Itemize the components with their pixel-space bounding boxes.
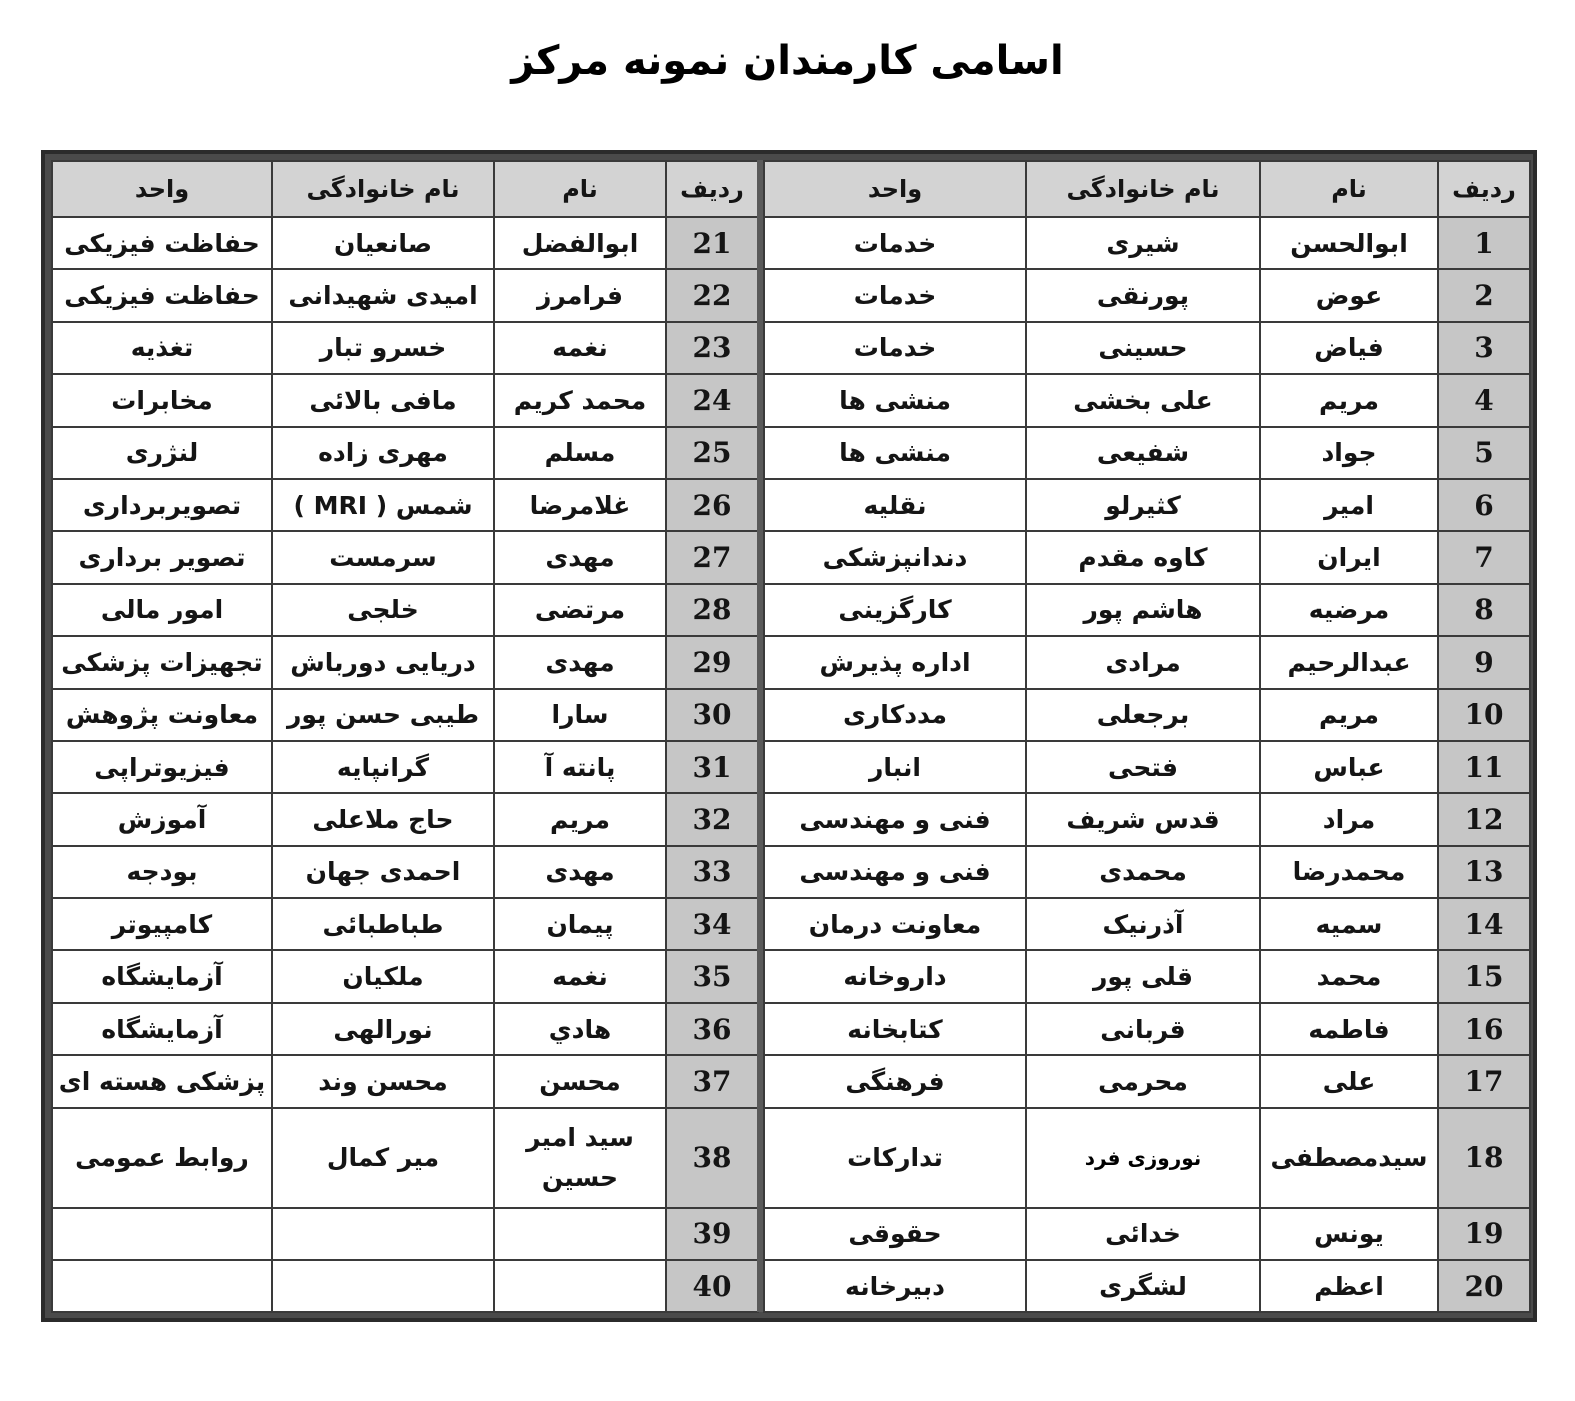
name-cell	[494, 1260, 666, 1312]
table-row	[764, 322, 1530, 374]
unit-cell: مخابرات	[52, 374, 272, 426]
header-family: نام خانوادگی	[272, 161, 494, 217]
family-cell: محمدی	[1026, 846, 1260, 898]
unit-cell: فنی و مهندسی	[764, 846, 1026, 898]
row-number-cell: 12	[1438, 793, 1530, 845]
row-number-cell: 2	[1438, 269, 1530, 321]
family-cell: کاوه مقدم	[1026, 531, 1260, 583]
row-number-cell: 5	[1438, 427, 1530, 479]
header-row-number: ردیف	[1438, 161, 1530, 217]
table-row	[764, 584, 1530, 636]
family-cell: خلجی	[272, 584, 494, 636]
name-cell: علی	[1260, 1055, 1438, 1107]
table-row	[764, 427, 1530, 479]
row-number-cell: 8	[1438, 584, 1530, 636]
family-cell: مهری زاده	[272, 427, 494, 479]
row-number-cell: 7	[1438, 531, 1530, 583]
name-cell: ایران	[1260, 531, 1438, 583]
unit-cell	[52, 1260, 272, 1312]
unit-cell: روابط عمومی	[52, 1108, 272, 1208]
header-unit: واحد	[52, 161, 272, 217]
unit-cell: تصویربرداری	[52, 479, 272, 531]
row-number-cell: 20	[1438, 1260, 1530, 1312]
table-row	[52, 1055, 758, 1107]
name-cell: سید امیر حسین	[494, 1108, 666, 1208]
row-number-cell: 10	[1438, 689, 1530, 741]
table-row	[764, 269, 1530, 321]
name-cell: مرتضی	[494, 584, 666, 636]
family-cell: طیبی حسن پور	[272, 689, 494, 741]
unit-cell: مددکاری	[764, 689, 1026, 741]
row-number-cell: 33	[666, 846, 758, 898]
name-cell: مهدی	[494, 531, 666, 583]
table-row	[764, 741, 1530, 793]
unit-cell: فنی و مهندسی	[764, 793, 1026, 845]
table-row	[764, 793, 1530, 845]
table-row	[52, 1260, 758, 1312]
row-number-cell: 19	[1438, 1208, 1530, 1260]
family-cell: امیدی شهیدانی	[272, 269, 494, 321]
table-row	[764, 1055, 1530, 1107]
name-cell: ابوالحسن	[1260, 217, 1438, 269]
table-row	[52, 793, 758, 845]
table-row	[52, 322, 758, 374]
name-cell: محسن	[494, 1055, 666, 1107]
row-number-cell: 13	[1438, 846, 1530, 898]
name-cell: پانته آ	[494, 741, 666, 793]
row-number-cell: 35	[666, 950, 758, 1002]
table-row	[764, 217, 1530, 269]
unit-cell: داروخانه	[764, 950, 1026, 1002]
header-name: نام	[1260, 161, 1438, 217]
row-number-cell: 6	[1438, 479, 1530, 531]
family-cell: علی بخشی	[1026, 374, 1260, 426]
table-row	[52, 1003, 758, 1055]
table-row	[52, 636, 758, 688]
unit-cell: منشی ها	[764, 427, 1026, 479]
row-number-cell: 26	[666, 479, 758, 531]
row-number-cell: 4	[1438, 374, 1530, 426]
name-cell: هادي	[494, 1003, 666, 1055]
name-cell: غلامرضا	[494, 479, 666, 531]
name-cell: سارا	[494, 689, 666, 741]
row-number-cell: 21	[666, 217, 758, 269]
unit-cell: تجهیزات پزشکی	[52, 636, 272, 688]
unit-cell: حقوقی	[764, 1208, 1026, 1260]
name-cell: نغمه	[494, 322, 666, 374]
family-cell: آذرنیک	[1026, 898, 1260, 950]
row-number-cell: 11	[1438, 741, 1530, 793]
family-cell: برجعلی	[1026, 689, 1260, 741]
row-number-cell: 9	[1438, 636, 1530, 688]
table-row	[764, 898, 1530, 950]
table-row	[764, 1003, 1530, 1055]
row-number-cell: 25	[666, 427, 758, 479]
name-cell: نغمه	[494, 950, 666, 1002]
row-number-cell: 39	[666, 1208, 758, 1260]
name-cell: محمدرضا	[1260, 846, 1438, 898]
family-cell: مافی بالائی	[272, 374, 494, 426]
name-cell: سیدمصطفی	[1260, 1108, 1438, 1208]
unit-cell: کامپیوتر	[52, 898, 272, 950]
unit-cell: لنژری	[52, 427, 272, 479]
name-cell: امیر	[1260, 479, 1438, 531]
header-unit: واحد	[764, 161, 1026, 217]
family-cell: لشگری	[1026, 1260, 1260, 1312]
page-title: اسامی کارمندان نمونه مرکز	[511, 38, 1064, 84]
row-number-cell: 23	[666, 322, 758, 374]
row-number-cell: 29	[666, 636, 758, 688]
table-row	[52, 741, 758, 793]
family-cell: نورالهی	[272, 1003, 494, 1055]
name-cell: ابوالفضل	[494, 217, 666, 269]
unit-cell: خدمات	[764, 322, 1026, 374]
table-row	[764, 689, 1530, 741]
family-cell: محسن وند	[272, 1055, 494, 1107]
employee-table-left	[51, 160, 759, 1313]
unit-cell: تغذیه	[52, 322, 272, 374]
family-cell: هاشم پور	[1026, 584, 1260, 636]
header-row-number: ردیف	[666, 161, 758, 217]
row-number-cell: 34	[666, 898, 758, 950]
table-row	[52, 479, 758, 531]
family-cell: طباطبائی	[272, 898, 494, 950]
unit-cell	[52, 1208, 272, 1260]
family-cell: شفیعی	[1026, 427, 1260, 479]
family-cell	[272, 1260, 494, 1312]
name-cell: مریم	[494, 793, 666, 845]
employee-table-right	[763, 160, 1531, 1313]
row-number-cell: 14	[1438, 898, 1530, 950]
name-cell: مریم	[1260, 374, 1438, 426]
table-row	[764, 479, 1530, 531]
name-cell: مهدی	[494, 846, 666, 898]
table-row	[52, 1208, 758, 1260]
family-cell: دریایی دورباش	[272, 636, 494, 688]
family-cell: قدس شریف	[1026, 793, 1260, 845]
name-cell: محمد کریم	[494, 374, 666, 426]
row-number-cell: 32	[666, 793, 758, 845]
name-cell: مراد	[1260, 793, 1438, 845]
name-cell: محمد	[1260, 950, 1438, 1002]
name-cell: فرامرز	[494, 269, 666, 321]
family-cell: ملکیان	[272, 950, 494, 1002]
family-cell: کثیرلو	[1026, 479, 1260, 531]
table-row	[764, 374, 1530, 426]
row-number-cell: 31	[666, 741, 758, 793]
table-row	[764, 1208, 1530, 1260]
unit-cell: نقلیه	[764, 479, 1026, 531]
family-cell: خسرو تبار	[272, 322, 494, 374]
table-row	[52, 584, 758, 636]
row-number-cell: 37	[666, 1055, 758, 1107]
family-cell: گرانپایه	[272, 741, 494, 793]
table-row	[764, 1108, 1530, 1208]
table-row	[52, 531, 758, 583]
family-cell	[272, 1208, 494, 1260]
family-cell: سرمست	[272, 531, 494, 583]
table-row	[52, 846, 758, 898]
row-number-cell: 16	[1438, 1003, 1530, 1055]
unit-cell: آموزش	[52, 793, 272, 845]
table-row	[764, 636, 1530, 688]
row-number-cell: 1	[1438, 217, 1530, 269]
unit-cell: تصویر برداری	[52, 531, 272, 583]
table-row	[764, 950, 1530, 1002]
row-number-cell: 18	[1438, 1108, 1530, 1208]
name-cell: پیمان	[494, 898, 666, 950]
unit-cell: فرهنگی	[764, 1055, 1026, 1107]
name-cell: مهدی	[494, 636, 666, 688]
unit-cell: معاونت درمان	[764, 898, 1026, 950]
name-cell: سمیه	[1260, 898, 1438, 950]
employee-table-frame	[41, 150, 1537, 1322]
family-cell: حسینی	[1026, 322, 1260, 374]
family-cell: فتحی	[1026, 741, 1260, 793]
unit-cell: فیزیوتراپی	[52, 741, 272, 793]
table-row	[52, 1108, 758, 1208]
family-cell: مرادی	[1026, 636, 1260, 688]
unit-cell: امور مالی	[52, 584, 272, 636]
header-family: نام خانوادگی	[1026, 161, 1260, 217]
row-number-cell: 36	[666, 1003, 758, 1055]
row-number-cell: 28	[666, 584, 758, 636]
unit-cell: حفاظت فیزیکی	[52, 217, 272, 269]
table-row	[52, 898, 758, 950]
header-name: نام	[494, 161, 666, 217]
unit-cell: معاونت پژوهش	[52, 689, 272, 741]
name-cell: عوض	[1260, 269, 1438, 321]
name-cell: عباس	[1260, 741, 1438, 793]
table-row	[52, 689, 758, 741]
row-number-cell: 38	[666, 1108, 758, 1208]
family-cell: حاج ملاعلی	[272, 793, 494, 845]
family-cell: قلی پور	[1026, 950, 1260, 1002]
family-cell: محرمی	[1026, 1055, 1260, 1107]
family-cell: صانعیان	[272, 217, 494, 269]
unit-cell: تدارکات	[764, 1108, 1026, 1208]
table-row	[52, 217, 758, 269]
unit-cell: حفاظت فیزیکی	[52, 269, 272, 321]
row-number-cell: 27	[666, 531, 758, 583]
table-row	[764, 846, 1530, 898]
table-row	[52, 427, 758, 479]
row-number-cell: 15	[1438, 950, 1530, 1002]
family-cell: خدائی	[1026, 1208, 1260, 1260]
row-number-cell: 30	[666, 689, 758, 741]
table-row	[764, 531, 1530, 583]
family-cell: میر کمال	[272, 1108, 494, 1208]
unit-cell: انبار	[764, 741, 1026, 793]
unit-cell: منشی ها	[764, 374, 1026, 426]
unit-cell: آزمایشگاه	[52, 950, 272, 1002]
name-cell: اعظم	[1260, 1260, 1438, 1312]
name-cell: مریم	[1260, 689, 1438, 741]
unit-cell: پزشکی هسته ای	[52, 1055, 272, 1107]
unit-cell: آزمایشگاه	[52, 1003, 272, 1055]
row-number-cell: 40	[666, 1260, 758, 1312]
family-cell: احمدی جهان	[272, 846, 494, 898]
table-row	[52, 269, 758, 321]
name-cell: مسلم	[494, 427, 666, 479]
table-row	[764, 1260, 1530, 1312]
row-number-cell: 22	[666, 269, 758, 321]
family-cell: نوروزی فرد	[1026, 1108, 1260, 1208]
name-cell: جواد	[1260, 427, 1438, 479]
family-cell: شمس ( MRI )	[272, 479, 494, 531]
unit-cell: کارگزینی	[764, 584, 1026, 636]
family-cell: شیری	[1026, 217, 1260, 269]
unit-cell: دندانپزشکی	[764, 531, 1026, 583]
unit-cell: خدمات	[764, 217, 1026, 269]
row-number-cell: 17	[1438, 1055, 1530, 1107]
name-cell: یونس	[1260, 1208, 1438, 1260]
unit-cell: اداره پذیرش	[764, 636, 1026, 688]
name-cell	[494, 1208, 666, 1260]
unit-cell: دبیرخانه	[764, 1260, 1026, 1312]
unit-cell: کتابخانه	[764, 1003, 1026, 1055]
name-cell: فاطمه	[1260, 1003, 1438, 1055]
name-cell: عبدالرحیم	[1260, 636, 1438, 688]
row-number-cell: 24	[666, 374, 758, 426]
row-number-cell: 3	[1438, 322, 1530, 374]
name-cell: فیاض	[1260, 322, 1438, 374]
family-cell: قربانی	[1026, 1003, 1260, 1055]
unit-cell: خدمات	[764, 269, 1026, 321]
table-row	[52, 374, 758, 426]
name-cell: مرضیه	[1260, 584, 1438, 636]
unit-cell: بودجه	[52, 846, 272, 898]
family-cell: پورنقی	[1026, 269, 1260, 321]
table-row	[52, 950, 758, 1002]
